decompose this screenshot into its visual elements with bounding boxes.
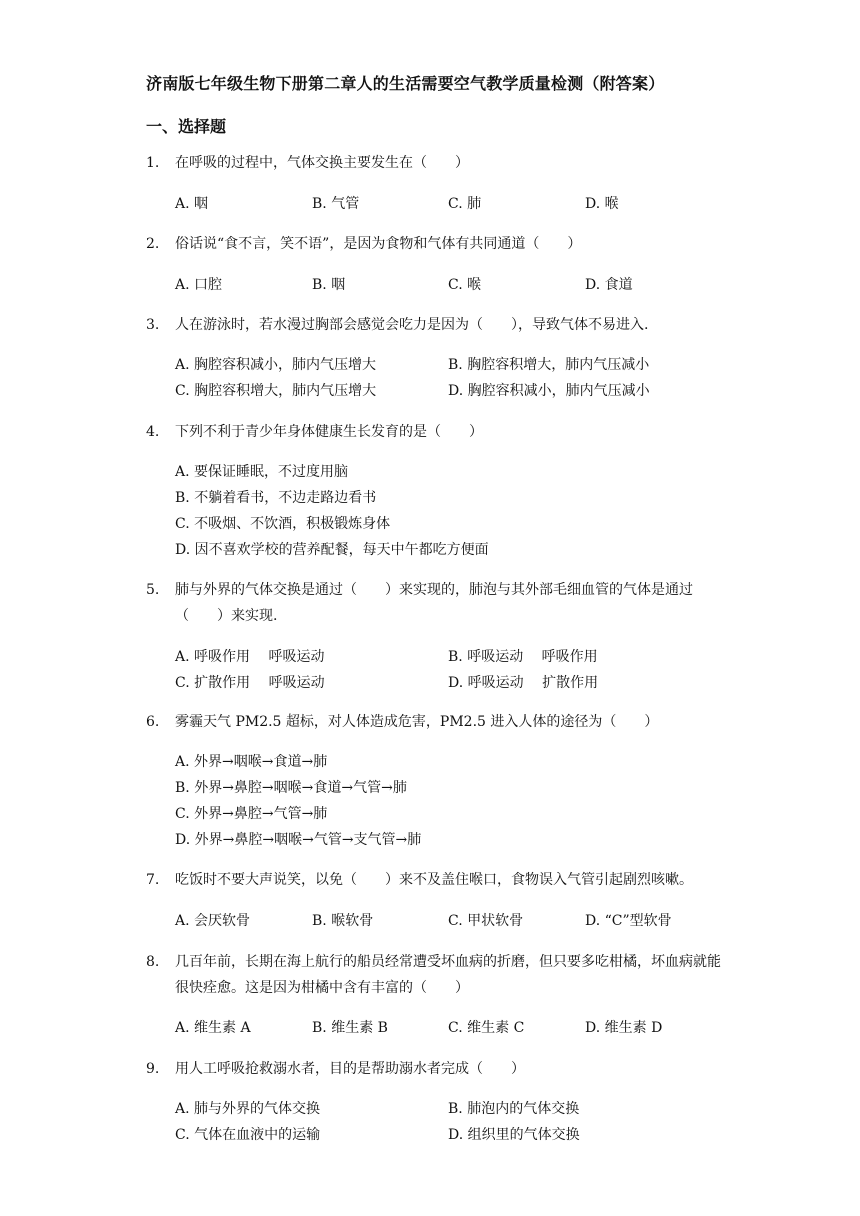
question-number: 3.	[146, 317, 160, 333]
document-title: 济南版七年级生物下册第二章人的生活需要空气教学质量检测（附答案）	[146, 74, 665, 93]
option-d: D. 因不喜欢学校的营养配餐，每天中午都吃方便面	[175, 542, 489, 558]
question-stem: 雾霾天气 PM2.5 超标，对人体造成危害，PM2.5 进入人体的途径为（ ）	[175, 714, 659, 730]
option-b: B. 外界→鼻腔→咽喉→食道→气管→肺	[175, 780, 407, 796]
option-c: C. 不吸烟、不饮酒，积极锻炼身体	[175, 516, 391, 532]
question-8	[146, 949, 726, 1001]
question-6-options	[175, 749, 735, 853]
question-3	[146, 312, 726, 338]
question-number: 6.	[146, 714, 160, 730]
question-6	[146, 709, 726, 735]
question-1-options	[175, 191, 735, 217]
question-1	[146, 150, 726, 176]
question-4-options	[175, 459, 735, 563]
question-stem: 用人工呼吸抢救溺水者，目的是帮助溺水者完成（ ）	[175, 1061, 525, 1077]
question-stem: 俗话说“食不言，笑不语”，是因为食物和气体有共同通道（ ）	[175, 236, 582, 252]
question-stem: 肺与外界的气体交换是通过（ ）来实现的，肺泡与其外部毛细血管的气体是通过（ ）来实现.	[175, 582, 693, 624]
option-a: A. 外界→咽喉→食道→肺	[175, 754, 328, 770]
option-b: B. 气管	[312, 196, 360, 212]
question-number: 9.	[146, 1061, 160, 1077]
question-number: 1.	[146, 155, 160, 171]
question-number: 7.	[146, 872, 160, 888]
option-d: D. 食道	[585, 277, 633, 293]
option-d: D. 喉	[585, 196, 619, 212]
question-2-options	[175, 272, 735, 298]
question-stem: 下列不利于青少年身体健康生长发育的是（ ）	[175, 424, 483, 440]
option-c: C. 外界→鼻腔→气管→肺	[175, 806, 328, 822]
option-a: A. 要保证睡眠，不过度用脑	[175, 464, 349, 480]
question-2	[146, 231, 726, 257]
question-stem: 在呼吸的过程中，气体交换主要发生在（ ）	[175, 155, 469, 171]
question-number: 2.	[146, 236, 160, 252]
option-d: D. 胸腔容积减小，肺内气压减小	[448, 383, 650, 399]
option-a: A. 口腔	[175, 277, 223, 293]
option-c: C. 喉	[448, 277, 482, 293]
option-a: A. 肺与外界的气体交换	[175, 1101, 321, 1117]
question-number: 4.	[146, 424, 160, 440]
option-b: B. 维生素 B	[312, 1020, 388, 1036]
option-d: D. 外界→鼻腔→咽喉→气管→支气管→肺	[175, 832, 422, 848]
option-d: D. 组织里的气体交换	[448, 1127, 580, 1143]
section-heading: 一、选择题	[146, 117, 227, 136]
question-stem: 吃饭时不要大声说笑，以免（ ）来不及盖住喉口，食物误入气管引起剧烈咳嗽。	[175, 872, 693, 888]
option-d: D. 呼吸运动 扩散作用	[448, 675, 599, 691]
question-number: 5.	[146, 582, 160, 598]
question-7-options	[175, 908, 735, 934]
question-number: 8.	[146, 954, 160, 970]
question-7	[146, 867, 726, 893]
option-b: B. 呼吸运动 呼吸作用	[448, 649, 598, 665]
question-3-options	[175, 352, 735, 404]
option-a: A. 胸腔容积减小，肺内气压增大	[175, 357, 377, 373]
option-b: B. 肺泡内的气体交换	[448, 1101, 580, 1117]
question-4	[146, 419, 726, 445]
option-a: A. 呼吸作用 呼吸运动	[175, 649, 325, 665]
question-9-options	[175, 1096, 735, 1148]
question-8-options	[175, 1015, 735, 1041]
option-c: C. 胸腔容积增大，肺内气压增大	[175, 383, 377, 399]
question-5-options	[175, 644, 735, 696]
option-a: A. 会厌软骨	[175, 913, 251, 929]
option-c: C. 扩散作用 呼吸运动	[175, 675, 325, 691]
option-a: A. 咽	[175, 196, 209, 212]
option-b: B. 胸腔容积增大，肺内气压减小	[448, 357, 650, 373]
question-5	[146, 577, 726, 629]
option-b: B. 咽	[312, 277, 346, 293]
option-c: C. 维生素 C	[448, 1020, 525, 1036]
question-stem: 人在游泳时，若水漫过胸部会感觉会吃力是因为（ ），导致气体不易进入.	[175, 317, 649, 333]
question-9	[146, 1056, 726, 1082]
option-d: D. 维生素 D	[585, 1020, 663, 1036]
option-c: C. 肺	[448, 196, 482, 212]
option-b: B. 喉软骨	[312, 913, 374, 929]
option-d: D. “C”型软骨	[585, 913, 672, 929]
question-stem: 几百年前，长期在海上航行的船员经常遭受坏血病的折磨，但只要多吃柑橘，坏血病就能很快痊愈。这是因为柑橘中含有丰富的（ ）	[175, 954, 721, 996]
option-a: A. 维生素 A	[175, 1020, 251, 1036]
option-c: C. 甲状软骨	[448, 913, 524, 929]
option-c: C. 气体在血液中的运输	[175, 1127, 321, 1143]
option-b: B. 不躺着看书，不边走路边看书	[175, 490, 377, 506]
